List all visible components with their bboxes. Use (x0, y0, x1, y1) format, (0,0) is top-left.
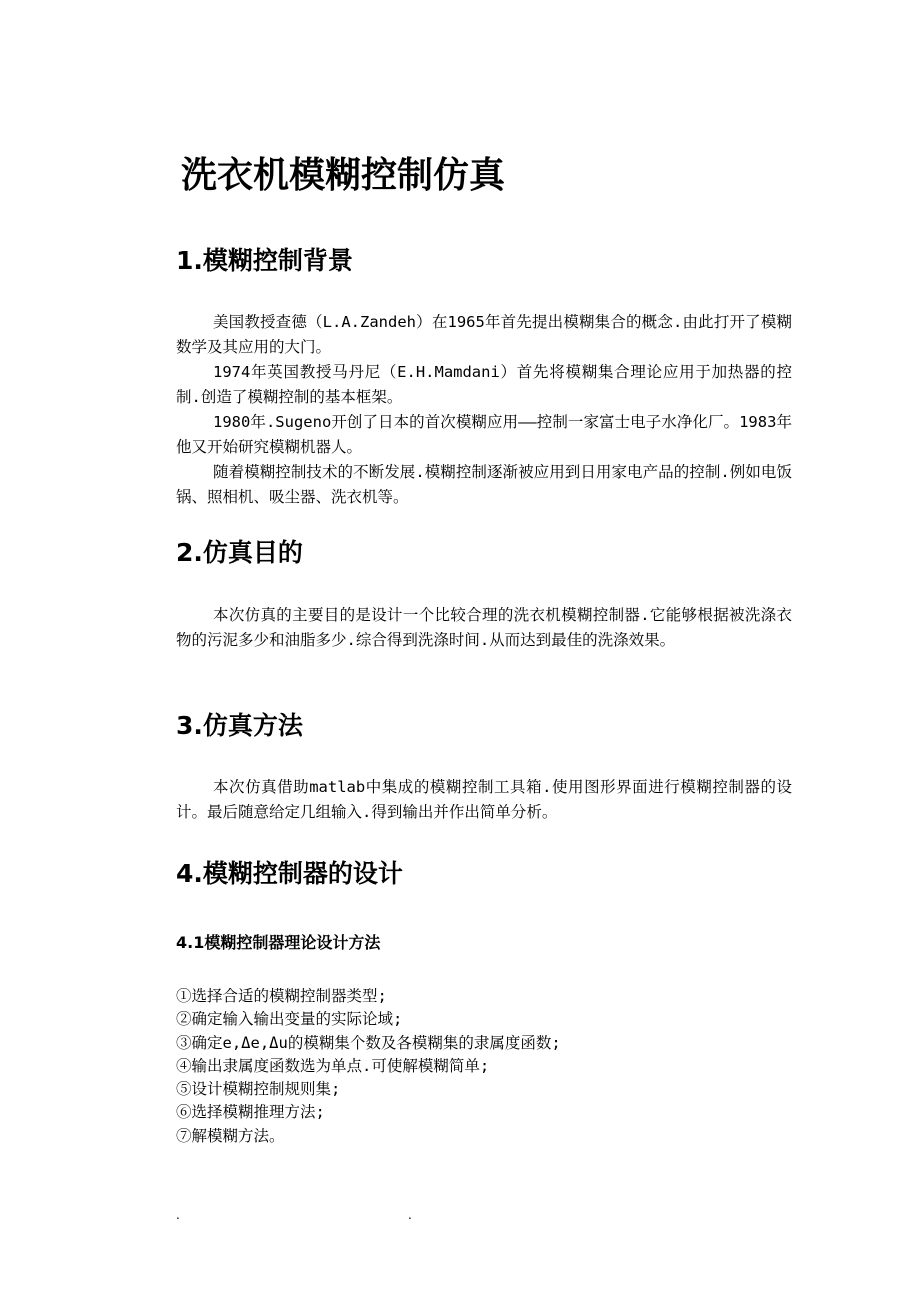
paragraph-sugeno: 1980年.Sugeno开创了日本的首次模糊应用——控制一家富士电子水净化厂。1983年他又开始研究模糊机器人。 (176, 413, 792, 456)
section-heading-background: 1.模糊控制背景 (176, 246, 353, 275)
section-heading-method: 3.仿真方法 (176, 711, 303, 740)
paragraph-method: 本次仿真借助matlab中集成的模糊控制工具箱.使用图形界面进行模糊控制器的设计。最后随意给定几组输入.得到输出并作出简单分析。 (176, 778, 792, 821)
footer-dot-left: . (176, 1208, 180, 1222)
list-item: ①选择合适的模糊控制器类型; (176, 987, 387, 1005)
list-item: ⑦解模糊方法。 (176, 1126, 285, 1145)
subsection-heading-design-method: 4.1模糊控制器理论设计方法 (176, 933, 381, 952)
paragraph-zadeh: 美国教授查德（L.A.Zandeh）在1965年首先提出模糊集合的概念.由此打开了模糊数学及其应用的大门。 (176, 313, 792, 356)
list-item: ③确定e,Δe,Δu的模糊集个数及各模糊集的隶属度函数; (176, 1033, 561, 1052)
section-heading-purpose: 2.仿真目的 (176, 538, 303, 567)
list-item: ④输出隶属度函数选为单点.可使解模糊简单; (176, 1056, 490, 1075)
paragraph-development: 随着模糊控制技术的不断发展.模糊控制逐渐被应用到日用家电产品的控制.例如电饭锅、照相机、吸尘器、洗衣机等。 (176, 463, 792, 506)
list-item: ⑤设计模糊控制规则集; (176, 1080, 341, 1099)
list-item: ⑥选择模糊推理方法; (176, 1103, 325, 1122)
footer-dot-right: . (408, 1208, 412, 1222)
paragraph-mamdani: 1974年英国教授马丹尼（E.H.Mamdani）首先将模糊集合理论应用于加热器的控制.创造了模糊控制的基本框架。 (176, 363, 792, 406)
list-item: ②确定输入输出变量的实际论域; (176, 1010, 403, 1029)
section-heading-design: 4.模糊控制器的设计 (176, 859, 403, 888)
design-steps-list (176, 985, 792, 1148)
paragraph-purpose: 本次仿真的主要目的是设计一个比较合理的洗衣机模糊控制器.它能够根据被洗涤衣物的污泥多少和油脂多少.综合得到洗涤时间.从而达到最佳的洗涤效果。 (176, 606, 792, 649)
document-title: 洗衣机模糊控制仿真 (181, 154, 506, 196)
